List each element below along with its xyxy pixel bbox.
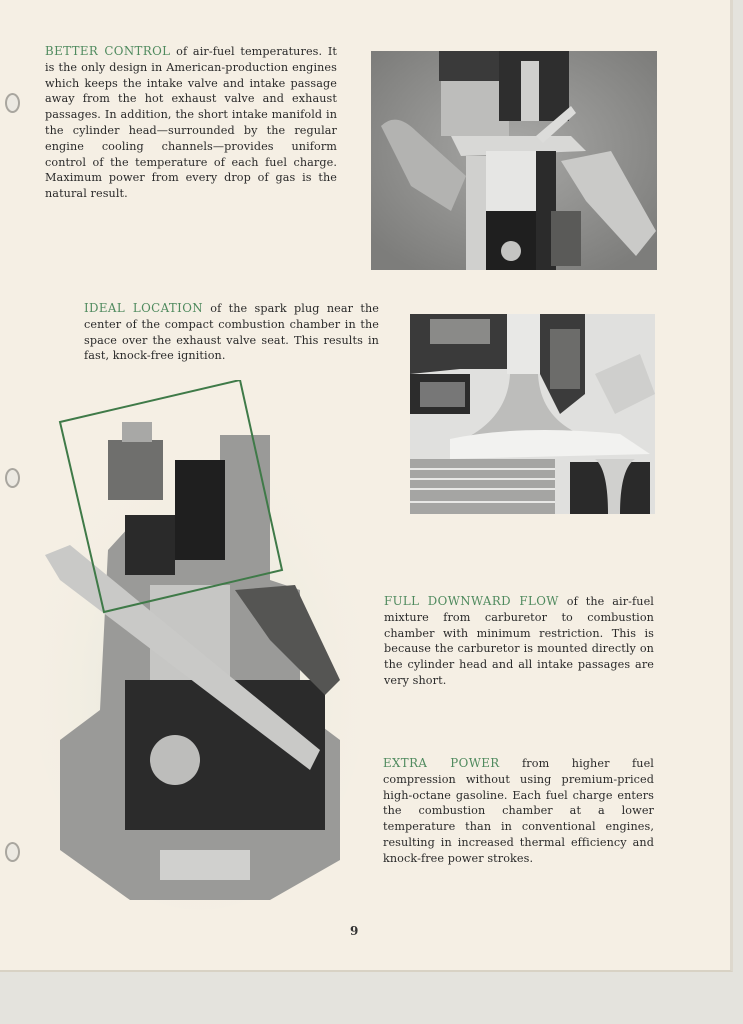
section-better-control: [45, 44, 337, 202]
section-full-downward-flow: [384, 594, 654, 689]
engine-cross-section-image: [40, 380, 360, 910]
section-extra-power: [383, 756, 654, 867]
section-heading: IDEAL LOCATION: [84, 301, 203, 315]
binder-hole: [5, 93, 20, 113]
section-heading: EXTRA POWER: [383, 756, 500, 770]
section-body: of the spark plug near the center of the compact combustion chamber in the space over the exhaust valve seat. This results in fast, knock-free ignition.: [84, 302, 379, 363]
cylinder-head-cutaway-image: [371, 51, 657, 270]
page-number: 9: [350, 924, 359, 938]
section-heading: FULL DOWNWARD FLOW: [384, 594, 559, 608]
section-body: of the air-fuel mixture from carburetor to combustion chamber with minimum restriction. This is because the carburetor is mounted directly on the cylinder head and all intake passages are very short.: [384, 595, 654, 687]
binder-hole: [5, 468, 20, 488]
section-body: from higher fuel compression without using premium-priced high-octane gasoline. Each fuel charge enters the combustion chamber at a lower temperature than in conventional engines, resulting in increased thermal efficiency and knock-free power strokes.: [383, 757, 654, 865]
binder-hole: [5, 842, 20, 862]
section-ideal-location: [84, 301, 379, 364]
section-heading: BETTER CONTROL: [45, 44, 171, 58]
section-body: of air-fuel temperatures. It is the only design in American-production engines which keeps the intake valve and intake passage away from the hot exhaust valve and exhaust passages. In addition, the short intake manifold in the cylinder head—surrounded by the regular engine cooling channels—provides uniform control of the temperature of each fuel charge. Maximum power from every drop of gas is the natural result.: [45, 45, 337, 201]
combustion-chamber-closeup-image: [410, 314, 655, 514]
